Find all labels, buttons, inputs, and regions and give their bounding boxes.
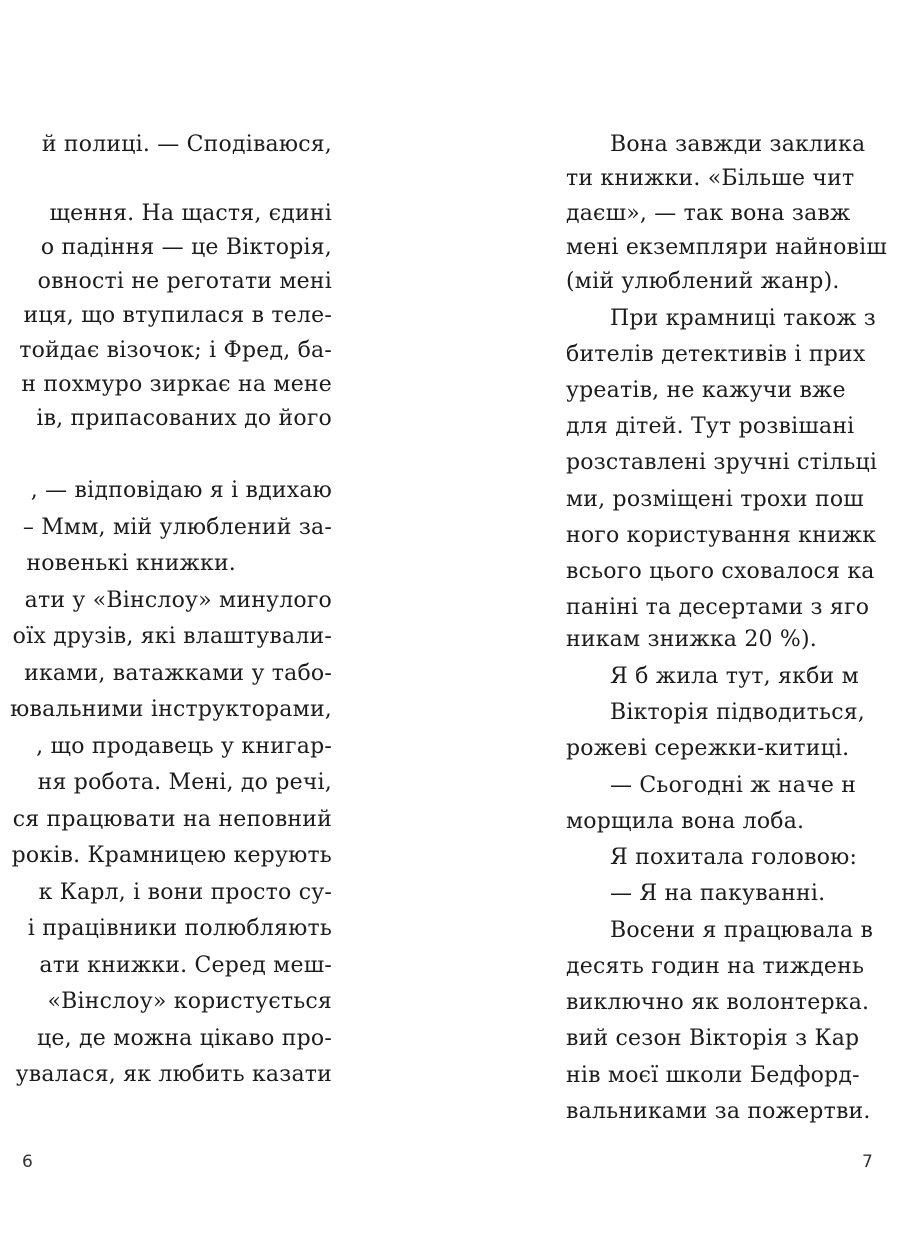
text-line: , що продавець у книгар- bbox=[36, 734, 332, 759]
text-line: овності не реготати мені bbox=[37, 269, 332, 294]
text-line: (мій улюблений жанр). bbox=[566, 269, 840, 294]
text-line: , — відповідаю я і вдихаю bbox=[30, 478, 332, 503]
text-line: к Карл, і вони просто су- bbox=[38, 880, 332, 905]
text-line: вий сезон Вікторія з Кар bbox=[566, 1026, 860, 1051]
text-line: даєш», — так вона завж bbox=[566, 201, 851, 226]
text-line: всього цього сховалося ка bbox=[566, 559, 875, 584]
text-line: – Ммм, мій улюблений за- bbox=[22, 515, 332, 540]
text-line: ного користування книжк bbox=[566, 523, 877, 548]
text-line: Я похитала головою: bbox=[610, 845, 858, 870]
text-line: увалася, як любить казати bbox=[15, 1062, 332, 1087]
text-line: морщила вона лоба. bbox=[566, 809, 805, 834]
text-line: ня робота. Мені, до речі, bbox=[37, 770, 332, 795]
text-line: ся працювати на неповний bbox=[12, 807, 332, 832]
text-line: для дітей. Тут розвішані bbox=[566, 414, 855, 439]
text-line: При крамниці також з bbox=[610, 306, 877, 331]
text-line: Я б жила тут, якби м bbox=[610, 664, 859, 689]
text-line: щення. На щастя, єдині bbox=[49, 201, 332, 226]
text-line: «Вінслоу» користується bbox=[47, 989, 332, 1014]
text-line: никам знижка 20 %). bbox=[566, 627, 817, 652]
text-line: ів, припасованих до його bbox=[36, 406, 332, 431]
text-line: нів моєї школи Бедфорд- bbox=[566, 1063, 860, 1088]
text-line: ти книжки. «Більше чит bbox=[566, 166, 855, 191]
text-line: Восени я працювала в bbox=[610, 918, 874, 943]
text-line: паніні та десертами з яго bbox=[566, 595, 870, 620]
page-number: 6 bbox=[22, 1152, 33, 1172]
text-line: це, де можна цікаво про- bbox=[37, 1026, 332, 1051]
text-line: мені екземпляри найновіш bbox=[566, 235, 888, 260]
text-line: ювальними інструкторами, bbox=[10, 697, 332, 722]
text-line: Вікторія підводиться, bbox=[610, 700, 865, 725]
text-line: н похмуро зиркає на мене bbox=[21, 372, 332, 397]
text-line: ати книжки. Серед меш- bbox=[39, 953, 332, 978]
text-line: иками, ватажками у табо- bbox=[24, 661, 332, 686]
text-line: — Я на пакуванні. bbox=[610, 881, 826, 906]
text-line: — Сьогодні ж наче н bbox=[610, 773, 857, 798]
text-line: розставлені зручні стільці bbox=[566, 450, 878, 475]
text-line: виключно як волонтерка. bbox=[566, 990, 870, 1015]
text-line: оїх друзів, які влаштували- bbox=[12, 624, 332, 649]
text-line: ми, розміщені трохи пош bbox=[566, 487, 864, 512]
text-line: Вона завжди заклика bbox=[610, 132, 866, 157]
text-line: й полиці. — Сподіваюся, bbox=[41, 132, 332, 157]
text-line: і працівники полюбляють bbox=[27, 916, 332, 941]
text-line: ати у «Вінслоу» минулого bbox=[24, 588, 332, 613]
text-line: тойдає візочок; і Фред, ба- bbox=[19, 338, 332, 363]
text-line: бителів детективів і прих bbox=[566, 342, 866, 367]
text-line: десять годин на тиждень bbox=[566, 954, 865, 979]
text-line: новенькі книжки. bbox=[26, 551, 236, 576]
text-line: рожеві сережки-китиці. bbox=[566, 736, 850, 761]
text-line: уреатів, не кажучи вже bbox=[566, 378, 846, 403]
text-line: років. Крамницею керують bbox=[11, 843, 332, 868]
right-page bbox=[566, 0, 897, 1248]
text-line: вальниками за пожертви. bbox=[566, 1099, 871, 1124]
text-line: иця, що втупилася в теле- bbox=[23, 303, 332, 328]
left-page bbox=[0, 0, 340, 1248]
text-line: о падіння — це Вікторія, bbox=[40, 235, 332, 260]
page-number: 7 bbox=[862, 1152, 873, 1172]
